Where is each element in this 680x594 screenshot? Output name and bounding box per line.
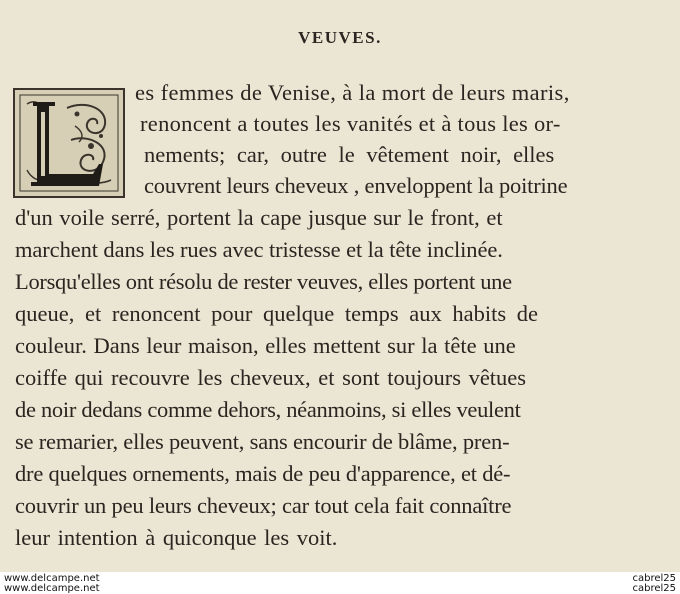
page-title: VEUVES. — [298, 28, 382, 47]
watermark-left — [4, 574, 100, 594]
text-line: nements; car, outre le vêtement noir, elles — [144, 142, 555, 167]
watermark-seller-line-1: cabrel25 — [632, 573, 676, 584]
text-line: marchent dans les rues avec tristesse et la tête inclinée. — [15, 237, 503, 262]
text-line: se remarier, elles peuvent, sans encourir de blâme, pren- — [15, 429, 510, 454]
text-line: de noir dedans comme dehors, néanmoins, si elles veulent — [15, 397, 521, 422]
text-line: couleur. Dans leur maison, elles mettent sur la tête une — [15, 333, 516, 358]
watermark-site-line-2: www.delcampe.net — [4, 583, 100, 594]
dropcap-letter — [15, 196, 16, 197]
text-line: es femmes de Venise, à la mort de leurs maris, — [135, 80, 570, 105]
text-line: couvrent leurs cheveux , enveloppent la poitrine — [144, 173, 568, 198]
text-line: coiffe qui recouvre les cheveux, et sont toujours vêtues — [15, 365, 527, 390]
text-line: leur intention à quiconque les voit. — [15, 525, 338, 550]
dropcap-ornament-icon — [15, 90, 123, 196]
watermark-bar — [0, 572, 680, 594]
watermark-site-line-1: www.delcampe.net — [4, 573, 100, 584]
watermark-seller-line-2: cabrel25 — [632, 583, 676, 594]
text-line: renoncent a toutes les vanités et à tous les or- — [140, 111, 561, 136]
watermark-right — [632, 574, 676, 594]
ornamental-dropcap — [13, 88, 125, 198]
text-line: couvrir un peu leurs cheveux; car tout cela fait connaître — [15, 493, 512, 518]
text-line: dre quelques ornements, mais de peu d'apparence, et dé- — [15, 461, 511, 486]
text-line: Lorsqu'elles ont résolu de rester veuves, elles portent une — [15, 269, 512, 294]
text-line: d'un voile serré, portent la cape jusque sur le front, et — [15, 205, 503, 230]
text-line: queue, et renoncent pour quelque temps aux habits de — [15, 301, 538, 326]
